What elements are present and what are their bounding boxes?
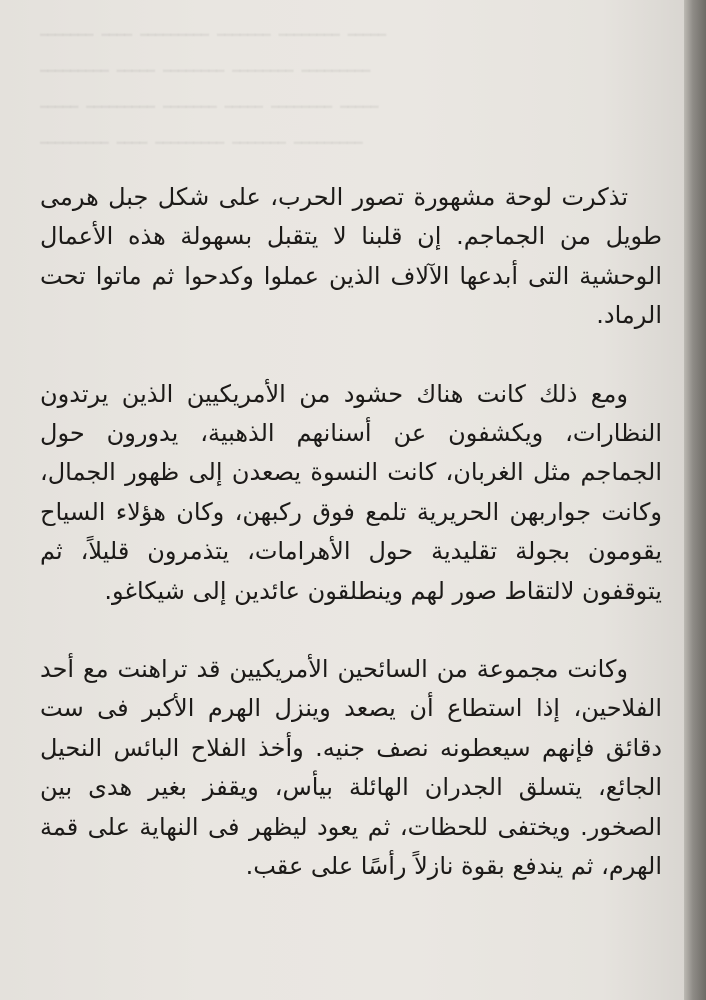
page-edge-shadow [684, 0, 706, 1000]
paragraph-2: ومع ذلك كانت هناك حشود من الأمريكيين الذين يرتدون النظارات، ويكشفون عن أسنانهم الذهبية، يدورون حول الجماجم مثل الغربان، كانت النسوة يصعدن إلى ظهور الجمال، وكانت جواربهن الحريرية تلمع فوق ركبهن، وكان هؤلاء السياح يقومون بجولة تقليدية حول الأهرامات، يتذمرون قليلاً، ثم يتوقفون لالتقاط صور لهم وينطلقون عائدين إلى شيكاغو. [40, 379, 662, 605]
bleed-through-text: ـــــــ ــــ ـــــــــ ـــــــ ــــــــ ـــــ ـــــــــ ـــــ ــــــــ ــــــــ ـــــــــ ـــــ ـــــــــ ـــــــ ـــــ ــــــــ ـــــ ـــــــــ ــــ ـــــــــ ـــــــ ـــــــــ [40, 13, 387, 151]
body-text [40, 178, 662, 887]
paragraph-1: تذكرت لوحة مشهورة تصور الحرب، على شكل جبل هرمى طويل من الجماجم. إن قلبنا لا يتقبل بسهولة هذه الأعمال الوحشية التى أبدعها الآلاف الذين عملوا وكدحوا ثم ماتوا تحت الرماد. [40, 183, 662, 330]
paragraph-3: وكانت مجموعة من السائحين الأمريكيين قد تراهنت مع أحد الفلاحين، إذا استطاع أن يصعد وينزل الهرم الأكبر فى ست دقائق فإنهم سيعطونه نصف جنيه. وأخذ الفلاح البائس النحيل الجائع، يتسلق الجدران الهائلة بيأس، ويقفز بغير هدى بين الصخور. ويختفى للحظات، ثم يعود ليظهر فى النهاية على قمة الهرم، ثم يندفع بقوة نازلاً رأسًا على عقب. [40, 655, 662, 881]
